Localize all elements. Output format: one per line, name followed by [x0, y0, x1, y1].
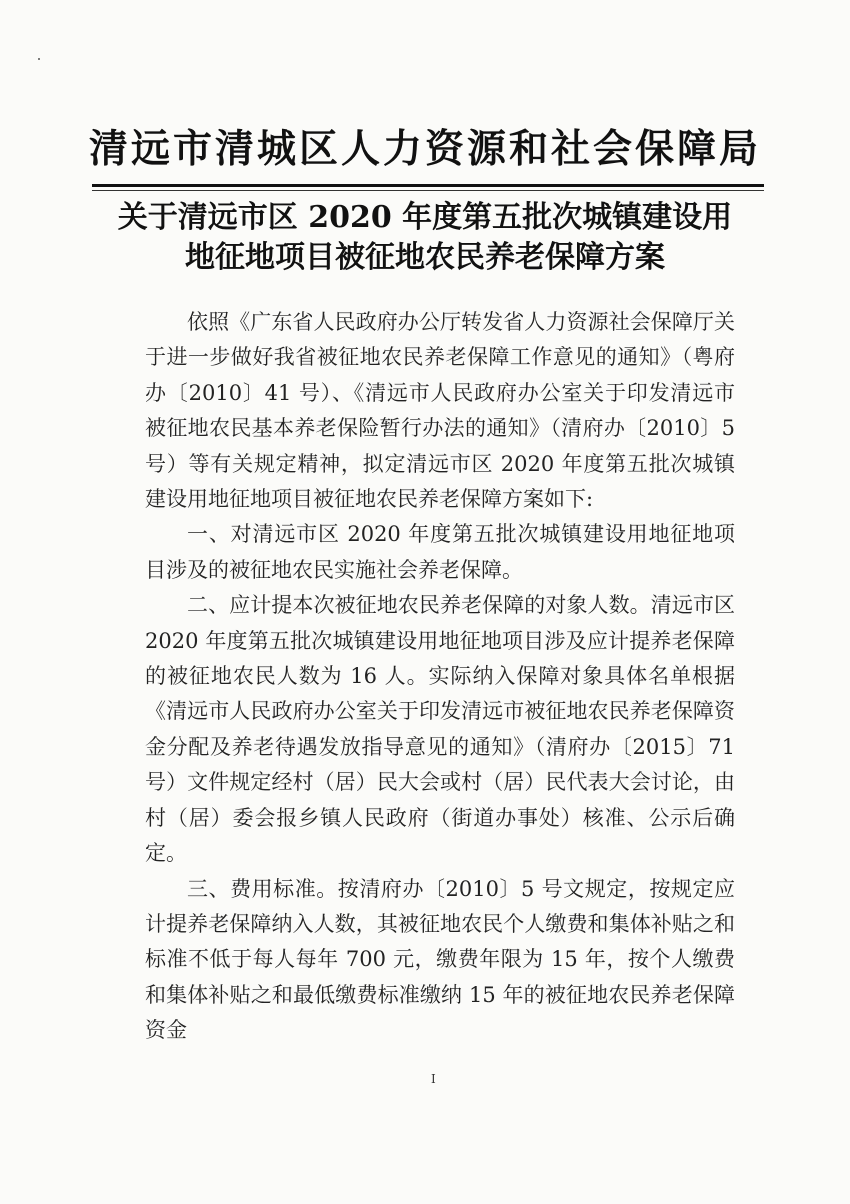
- paragraph-intro: 依照《广东省人民政府办公厅转发省人力资源社会保障厅关于进一步做好我省被征地农民养老保障工作意见的通知》（粤府办〔2010〕41 号）、《清远市人民政府办公室关于印发清远市被征地农民基本养老保险暂行办法的通知》（清府办〔2010〕5 号）等有关规定精神，拟定清远市区 2020 年度第五批次城镇建设用地征地项目被征地农民养老保障方案如下:: [145, 310, 735, 512]
- page-number: I: [431, 1072, 436, 1086]
- paragraph-item-3: 三、费用标准。按清府办〔2010〕5 号文规定，按规定应计提养老保障纳入人数，其被征地农民个人缴费和集体补贴之和标准不低于每人每年 700 元，缴费年限为 15 年，按个人缴费和集体补贴之和最低缴费标准缴纳 15 年的被征地农民养老保障资金: [145, 876, 735, 1043]
- header-rule: [92, 184, 764, 187]
- document-body: [145, 305, 735, 1049]
- paragraph-item-2: 二、应计提本次被征地农民养老保障的对象人数。清远市区 2020 年度第五批次城镇建设用地征地项目涉及应计提养老保障的被征地农民人数为 16 人。实际纳入保障对象具体名单根据《清远市人民政府办公室关于印发清远市被征地农民养老保障资金分配及养老待遇发放指导意见的通知》（清府办〔2015〕71 号）文件规定经村（居）民大会或村（居）民代表大会讨论，由村（居）委会报乡镇人民政府（街道办事处）核准、公示后确定。: [145, 593, 735, 866]
- paragraph-item-1: 一、对清远市区 2020 年度第五批次城镇建设用地征地项目涉及的被征地农民实施社会养老保障。: [145, 522, 735, 582]
- header-rule-thin: [92, 190, 764, 191]
- scan-speck: [38, 58, 40, 60]
- agency-header: 清远市清城区人力资源和社会保障局: [88, 126, 761, 172]
- document-title-line-2: 地征地项目被征地农民养老保障方案: [185, 240, 665, 275]
- document-title-line-1: 关于清远市区 2020 年度第五批次城镇建设用: [117, 200, 733, 235]
